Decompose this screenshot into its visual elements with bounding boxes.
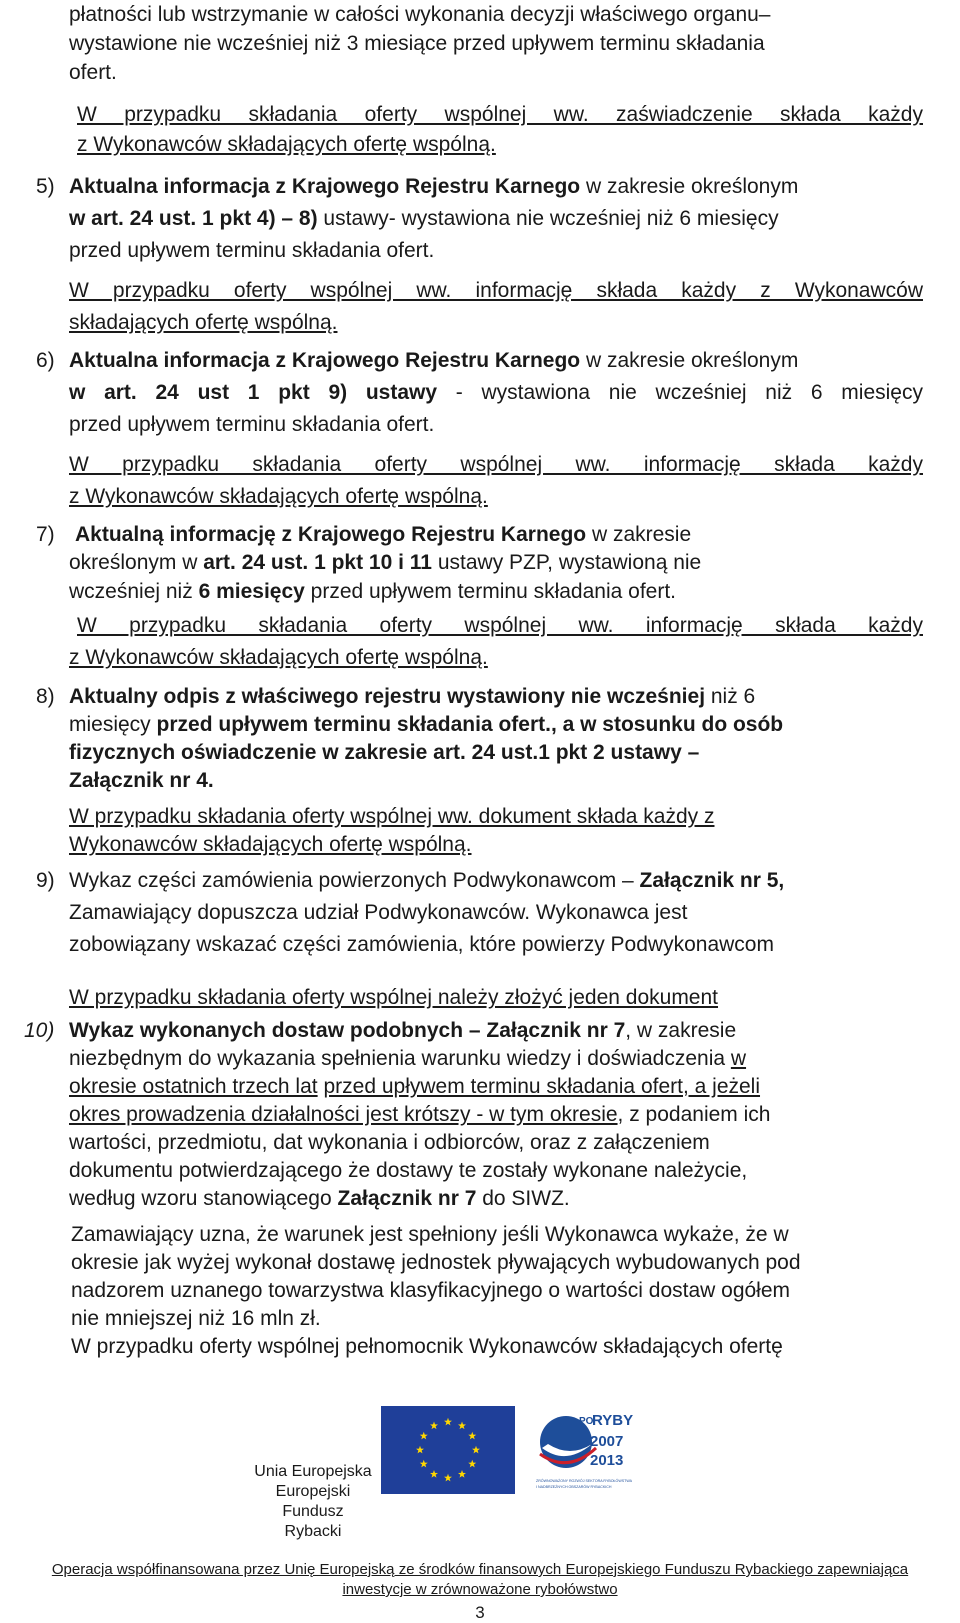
list-item-line: Aktualną informację z Krajowego Rejestru Karnego w zakresie [75,523,692,546]
underlined-note: W przypadku składania oferty wspólnej ww. zaświadczenie składa każdy [77,103,923,126]
eu-fund-label: Unia Europejska Europejski Fundusz Rybacki [254,1463,372,1540]
list-number: 6) [36,349,55,372]
underlined-note: W przypadku składania oferty wspólnej należy złożyć jeden dokument [69,986,719,1009]
list-item-line: Aktualna informacja z Krajowego Rejestru Karnego w zakresie określonym [69,349,799,372]
underlined-note: z Wykonawców składających ofertę wspólną. [69,646,488,669]
ryby-small1-text: ZRÓWNOWAŻONY ROZWÓJ SEKTORA RYBOŁÓWSTWA [536,1479,632,1483]
underlined-note: z Wykonawców składających ofertę wspólną. [77,133,496,156]
eu-flag-icon [381,1406,515,1494]
paragraph-line: W przypadku oferty wspólnej pełnomocnik Wykonawców składających ofertę [71,1335,783,1358]
footer-note: Operacja współfinansowana przez Unię Europejską ze środków finansowych Europejskiego Funduszu Rybackiego zapewniająca inwestycje w zrównoważone rybołówstwo [51,1561,909,1598]
underlined-note: W przypadku oferty wspólnej ww. informację składa każdy z Wykonawców [69,279,923,302]
list-item-line: miesięcy przed upływem terminu składania ofert., a w stosunku do osób [69,713,784,736]
underlined-note: z Wykonawców składających ofertę wspólną. [69,485,488,508]
underlined-note: W przypadku składania oferty wspólnej ww. dokument składa każdy z [69,805,715,828]
list-number: 5) [36,175,55,198]
list-item-line: okresie ostatnich trzech lat przed upływem terminu składania ofert, a jeżeli [69,1075,761,1098]
list-item-line: Wykaz części zamówienia powierzonych Podwykonawcom – Załącznik nr 5, [69,869,785,892]
list-item-line: przed upływem terminu składania ofert. [69,413,435,436]
list-item-line: przed upływem terminu składania ofert. [69,239,435,262]
paragraph-line: nie mniejszej niż 16 mln zł. [71,1307,321,1330]
list-item-line: wartości, przedmiotu, dat wykonania i odbiorców, oraz z załączeniem [69,1131,710,1154]
underlined-note: W przypadku składania oferty wspólnej ww. informację składa każdy [69,453,923,476]
list-item-line: Aktualna informacja z Krajowego Rejestru Karnego w zakresie określonym [69,175,799,198]
paragraph-line: okresie jak wyżej wykonał dostawę jednostek pływających wybudowanych pod [71,1251,801,1274]
ryby-year1-text: 2007 [590,1433,624,1450]
list-item-line: zobowiązany wskazać części zamówienia, które powierzy Podwykonawcom [69,933,774,956]
list-item-line: w art. 24 ust 1 pkt 9) ustawy - wystawiona nie wcześniej niż 6 miesięcy [69,381,923,404]
ryby-small2-text: I NADBRZEŻNYCH OBSZARÓW RYBACKICH [536,1485,612,1489]
list-item-line: Zamawiający dopuszcza udział Podwykonawców. Wykonawca jest [69,901,688,924]
ryby-year2-text: 2013 [590,1452,624,1469]
underlined-note: Wykonawców składających ofertę wspólną. [69,833,472,856]
list-item-line: dokumentu potwierdzającego że dostawy te zostały wykonane należycie, [69,1159,748,1182]
list-item-line: fizycznych oświadczenie w zakresie art. 24 ust.1 pkt 2 ustawy – [69,741,700,764]
list-item-line: określonym w art. 24 ust. 1 pkt 10 i 11 ustawy PZP, wystawioną nie [69,551,702,574]
po-ryby-logo [534,1408,634,1496]
underlined-note: W przypadku składania oferty wspólnej ww. informację składa każdy [77,614,923,637]
list-item-line: niezbędnym do wykazania spełnienia warunku wiedzy i doświadczenia w [69,1047,747,1070]
ryby-name-text: RYBY [592,1412,634,1429]
list-item-line: Wykaz wykonanych dostaw podobnych – Załącznik nr 7, w zakresie [69,1019,737,1042]
list-number: 7) [36,523,55,546]
text-line: ofert. [69,61,117,84]
list-number: 8) [36,685,55,708]
underlined-note: składających ofertę wspólną. [69,311,338,334]
list-item-line: wcześniej niż 6 miesięcy przed upływem terminu składania ofert. [69,580,676,603]
list-item-line: w art. 24 ust. 1 pkt 4) – 8) ustawy- wystawiona nie wcześniej niż 6 miesięcy [69,207,779,230]
text-line: wystawione nie wcześniej niż 3 miesiące przed upływem terminu składania [69,32,765,55]
text-line: płatności lub wstrzymanie w całości wykonania decyzji właściwego organu– [69,3,771,26]
ryby-po-text: PO [579,1416,594,1427]
paragraph-line: nadzorem uznanego towarzystwa klasyfikacyjnego o wartości dostaw ogółem [71,1279,791,1302]
list-number: 10) [24,1019,55,1042]
list-number: 9) [36,869,55,892]
list-item-line: Załącznik nr 4. [69,769,214,792]
list-item-line: Aktualny odpis z właściwego rejestru wystawiony nie wcześniej niż 6 [69,685,756,708]
paragraph-line: Zamawiający uzna, że warunek jest spełniony jeśli Wykonawca wykaże, że w [71,1223,789,1246]
list-item-line: okres prowadzenia działalności jest krótszy - w tym okresie, z podaniem ich [69,1103,771,1126]
list-item-line: według wzoru stanowiącego Załącznik nr 7 do SIWZ. [69,1187,570,1210]
page-number: 3 [475,1603,485,1622]
